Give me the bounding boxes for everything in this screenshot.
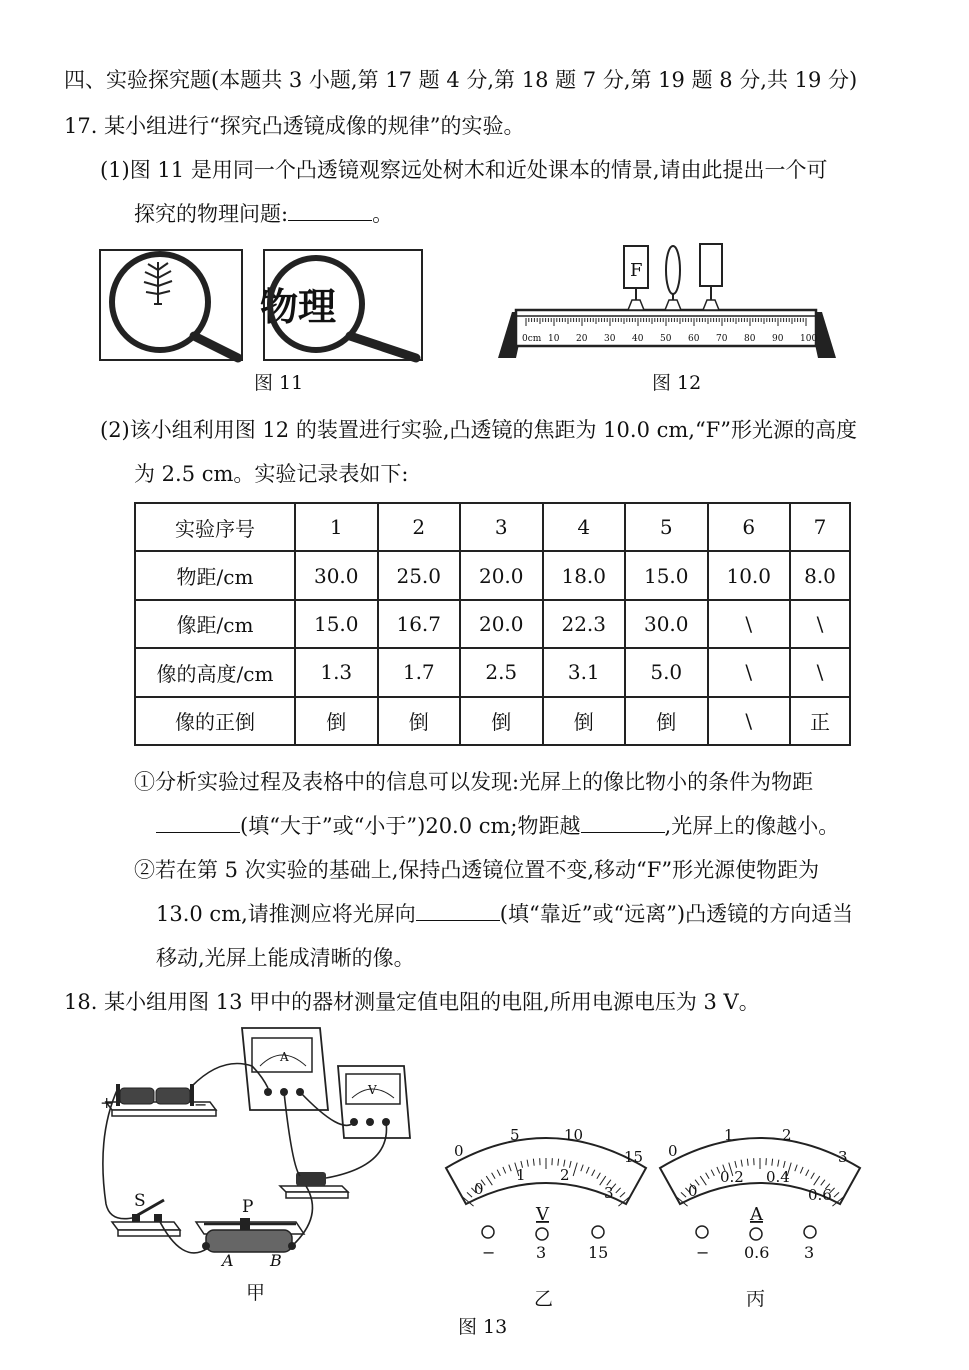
table-cell: 20.0 bbox=[460, 600, 543, 648]
table-header: 1 bbox=[295, 503, 378, 551]
table-cell: \ bbox=[790, 600, 850, 648]
table-cell: 物距/cm bbox=[135, 551, 295, 599]
v-lower-3: 3 bbox=[604, 1184, 614, 1202]
fig11-caption: 图 11 bbox=[254, 372, 304, 394]
table-row bbox=[135, 648, 850, 696]
a-terminal-label-0: − bbox=[696, 1243, 710, 1262]
table-cell: 3.1 bbox=[543, 648, 626, 696]
figure-12 bbox=[492, 236, 842, 366]
a-lower-0.6: 0.6 bbox=[808, 1186, 832, 1204]
table-cell: 倒 bbox=[460, 697, 543, 745]
table-row bbox=[135, 600, 850, 648]
a-upper-3: 3 bbox=[838, 1148, 848, 1166]
q17-part1-line1: (1)图 11 是用同一个凸透镜观察远处树木和近处课本的情景,请由此提出一个可 bbox=[100, 158, 828, 182]
table-row bbox=[135, 503, 850, 551]
switch-label: S bbox=[134, 1191, 146, 1211]
figure-13-circuit bbox=[92, 1026, 422, 1286]
answer-blank-2[interactable] bbox=[156, 812, 240, 833]
ruler-label: 100 bbox=[800, 334, 818, 344]
table-header: 6 bbox=[708, 503, 791, 551]
terminal-label-B: B bbox=[270, 1251, 282, 1270]
ruler-label: 50 bbox=[660, 334, 672, 344]
table-cell: 30.0 bbox=[625, 600, 708, 648]
table-cell: \ bbox=[708, 600, 791, 648]
v-upper-10: 10 bbox=[564, 1126, 584, 1144]
q17-sub2-end: (填“靠近”或“远离”)凸透镜的方向适当 bbox=[499, 902, 854, 926]
a-terminal-label-2: 3 bbox=[804, 1243, 815, 1262]
ruler-label: 60 bbox=[688, 334, 700, 344]
section-title: 四、实验探究题(本题共 3 小题,第 17 题 4 分,第 18 题 7 分,第 19 题 8 分,共 19 分) bbox=[64, 68, 858, 92]
voltmeter-symbol: V bbox=[536, 1204, 549, 1225]
ruler-label: 40 bbox=[632, 334, 644, 344]
a-terminal-0.6 bbox=[750, 1228, 762, 1240]
fig13-caption: 图 13 bbox=[458, 1316, 508, 1338]
q17-stem: 17. 某小组进行“探究凸透镜成像的规律”的实验。 bbox=[64, 114, 525, 138]
v-terminal-label-1: 3 bbox=[536, 1243, 547, 1262]
ruler-label: 30 bbox=[604, 334, 616, 344]
answer-blank-4[interactable] bbox=[416, 900, 500, 921]
a-terminal-label-1: 0.6 bbox=[744, 1243, 770, 1262]
battery-plus-label: + bbox=[100, 1093, 114, 1112]
v-upper-0: 0 bbox=[454, 1142, 464, 1160]
fig11-text: 物理 bbox=[260, 284, 337, 329]
q17-part1-end: 。 bbox=[372, 202, 394, 226]
table-cell: \ bbox=[708, 697, 791, 745]
ammeter-dial bbox=[654, 1116, 866, 1272]
table-cell: 20.0 bbox=[460, 551, 543, 599]
table-cell: 倒 bbox=[625, 697, 708, 745]
table-cell: 25.0 bbox=[378, 551, 461, 599]
q17-sub1-line1: ①分析实验过程及表格中的信息可以发现:光屏上的像比物小的条件为物距 bbox=[134, 770, 814, 794]
q17-part1-line2-text: 探究的物理问题: bbox=[134, 202, 289, 226]
fig12-caption: 图 12 bbox=[652, 372, 702, 394]
table-cell: 8.0 bbox=[790, 551, 850, 599]
table-header: 2 bbox=[378, 503, 461, 551]
a-lower-0.2: 0.2 bbox=[720, 1168, 744, 1186]
table-cell: 1.7 bbox=[378, 648, 461, 696]
q17-part2-line2: 为 2.5 cm。实验记录表如下: bbox=[134, 462, 409, 486]
table-cell: 倒 bbox=[295, 697, 378, 745]
q17-part1-line2 bbox=[134, 198, 393, 228]
table-row bbox=[135, 697, 850, 745]
table-cell: 18.0 bbox=[543, 551, 626, 599]
q17-sub2-line2 bbox=[156, 898, 853, 928]
table-cell: 15.0 bbox=[295, 600, 378, 648]
table-cell: 15.0 bbox=[625, 551, 708, 599]
table-cell: \ bbox=[708, 648, 791, 696]
svg-text:V: V bbox=[368, 1083, 377, 1097]
ruler-label: 90 bbox=[772, 334, 784, 344]
table-cell: 16.7 bbox=[378, 600, 461, 648]
rheostat-icon bbox=[196, 1218, 304, 1252]
q17-sub1-end: ,光屏上的像越小。 bbox=[664, 814, 840, 838]
table-cell: 像的正倒 bbox=[135, 697, 295, 745]
table-header: 4 bbox=[543, 503, 626, 551]
a-upper-0: 0 bbox=[668, 1142, 678, 1160]
v-terminal-3 bbox=[536, 1228, 548, 1240]
yi-label: 乙 bbox=[534, 1288, 554, 1310]
v-terminal-minus bbox=[482, 1226, 494, 1238]
q17-sub2-start: 13.0 cm,请推测应将光屏向 bbox=[156, 902, 416, 926]
q17-part2-line1: (2)该小组利用图 12 的装置进行实验,凸透镜的焦距为 10.0 cm,“F”形光源的高度 bbox=[100, 418, 857, 442]
table-cell: 2.5 bbox=[460, 648, 543, 696]
table-cell: 正 bbox=[790, 697, 850, 745]
table-cell: 1.3 bbox=[295, 648, 378, 696]
v-upper-5: 5 bbox=[510, 1126, 520, 1144]
voltmeter-icon bbox=[338, 1066, 410, 1138]
q17-sub1-line2 bbox=[156, 810, 839, 840]
fig12-letter: F bbox=[630, 260, 643, 281]
answer-blank-3[interactable] bbox=[581, 812, 665, 833]
q17-sub2-line3: 移动,光屏上能成清晰的像。 bbox=[156, 946, 415, 970]
table-cell: 倒 bbox=[543, 697, 626, 745]
table-row bbox=[135, 551, 850, 599]
table-header: 7 bbox=[790, 503, 850, 551]
bing-label: 丙 bbox=[746, 1288, 766, 1310]
experiment-table bbox=[134, 502, 851, 746]
ruler-label: 0cm bbox=[522, 334, 542, 344]
table-cell: 10.0 bbox=[708, 551, 791, 599]
v-terminal-label-0: − bbox=[482, 1243, 496, 1262]
table-cell: 5.0 bbox=[625, 648, 708, 696]
ruler-label: 20 bbox=[576, 334, 588, 344]
ruler-label: 70 bbox=[716, 334, 728, 344]
v-lower-2: 2 bbox=[560, 1166, 570, 1184]
table-header: 3 bbox=[460, 503, 543, 551]
table-cell: 30.0 bbox=[295, 551, 378, 599]
v-lower-1: 1 bbox=[516, 1166, 526, 1184]
a-upper-1: 1 bbox=[724, 1126, 734, 1144]
table-cell: 倒 bbox=[378, 697, 461, 745]
a-lower-0.4: 0.4 bbox=[766, 1168, 790, 1186]
a-terminal-3 bbox=[804, 1226, 816, 1238]
terminal-label-A: A bbox=[222, 1251, 234, 1270]
ruler-label: 10 bbox=[548, 334, 560, 344]
battery-minus-label: − bbox=[194, 1095, 208, 1114]
a-upper-2: 2 bbox=[782, 1126, 792, 1144]
table-cell: 像的高度/cm bbox=[135, 648, 295, 696]
answer-blank-1[interactable] bbox=[288, 200, 372, 221]
v-terminal-label-2: 15 bbox=[588, 1243, 609, 1262]
table-header: 5 bbox=[625, 503, 708, 551]
table-cell: 像距/cm bbox=[135, 600, 295, 648]
table-cell: \ bbox=[790, 648, 850, 696]
ammeter-symbol: A bbox=[750, 1204, 763, 1225]
a-terminal-minus bbox=[696, 1226, 708, 1238]
jia-label: 甲 bbox=[246, 1282, 266, 1304]
q18-stem: 18. 某小组用图 13 甲中的器材测量定值电阻的电阻,所用电源电压为 3 V。 bbox=[64, 990, 760, 1014]
svg-text:A: A bbox=[280, 1050, 289, 1064]
ruler-label: 80 bbox=[744, 334, 756, 344]
v-upper-15: 15 bbox=[624, 1148, 644, 1166]
figure-11 bbox=[98, 248, 428, 366]
q17-sub2-line1: ②若在第 5 次实验的基础上,保持凸透镜位置不变,移动“F”形光源使物距为 bbox=[134, 858, 820, 882]
q17-sub1-mid: (填“大于”或“小于”)20.0 cm;物距越 bbox=[240, 814, 581, 838]
table-header: 实验序号 bbox=[135, 503, 295, 551]
v-terminal-15 bbox=[592, 1226, 604, 1238]
a-lower-0: 0 bbox=[688, 1182, 698, 1200]
table-cell: 22.3 bbox=[543, 600, 626, 648]
v-lower-0: 0 bbox=[474, 1180, 484, 1198]
slider-label-P: P bbox=[242, 1197, 254, 1217]
voltmeter-dial bbox=[440, 1116, 652, 1272]
